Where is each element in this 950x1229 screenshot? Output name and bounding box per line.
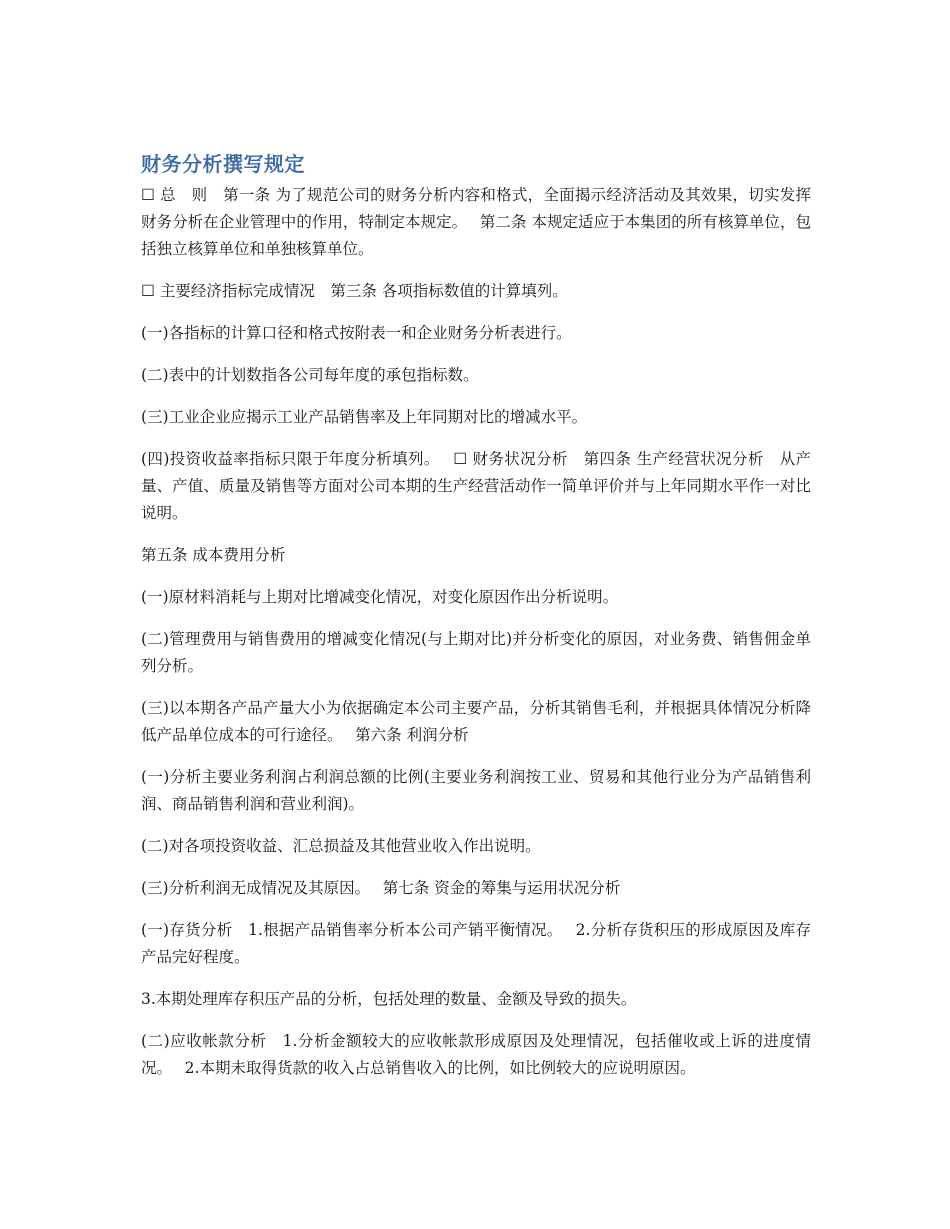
paragraph-item: (一)存货分析 1.根据产品销售率分析本公司产销平衡情况。 2.分析存货积压的形成原因及库存产品完好程度。 [141,921,811,966]
document-page [141,148,811,1097]
paragraph-general-provisions: ☐ 总 则 第一条 为了规范公司的财务分析内容和格式，全面揭示经济活动及其效果，切实发挥财务分析在企业管理中的作用，特制定本规定。 第二条 本规定适应于本集团的所有核算单位，包括独立核算单位和单独核算单位。 [141,186,811,258]
paragraph-item: (三)分析利润无成情况及其原因。 第七条 资金的筹集与运用状况分析 [141,879,621,897]
paragraph-item: (二)表中的计划数指各公司每年度的承包指标数。 [141,366,479,384]
paragraph-item: 3.本期处理库存积压产品的分析，包括处理的数量、金额及导致的损失。 [141,990,637,1008]
paragraph-item: (一)分析主要业务利润占利润总额的比例(主要业务利润按工业、贸易和其他行业分为产品销售利润、商品销售利润和营业利润)。 [141,768,811,813]
paragraph-financial-status: (四)投资收益率指标只限于年度分析填列。 ☐ 财务状况分析 第四条 生产经营状况分析 从产量、产值、质量及销售等方面对公司本期的生产经营活动作一简单评价并与上年同期水平作一对比说明。 [141,450,811,522]
paragraph-article-five: 第五条 成本费用分析 [141,546,286,564]
document-title: 财务分析撰写规定 [141,152,305,176]
paragraph-item: (二)管理费用与销售费用的增减变化情况(与上期对比)并分析变化的原因，对业务费、销售佣金单列分析。 [141,630,811,675]
paragraph-item: (二)应收帐款分析 1.分析金额较大的应收帐款形成原因及处理情况，包括催收或上诉的进度情况。 2.本期未取得货款的收入占总销售收入的比例，如比例较大的应说明原因。 [141,1032,811,1077]
paragraph-item: (三)以本期各产品产量大小为依据确定本公司主要产品，分析其销售毛利，并根据具体情况分析降低产品单位成本的可行途径。 第六条 利润分析 [141,699,811,744]
paragraph-item: (二)对各项投资收益、汇总损益及其他营业收入作出说明。 [141,837,541,855]
paragraph-item: (一)原材料消耗与上期对比增减变化情况，对变化原因作出分析说明。 [141,588,619,606]
paragraph-item: (一)各指标的计算口径和格式按附表一和企业财务分析表进行。 [141,324,572,342]
paragraph-item: (三)工业企业应揭示工业产品销售率及上年同期对比的增减水平。 [141,408,588,426]
paragraph-main-indicators: ☐ 主要经济指标完成情况 第三条 各项指标数值的计算填列。 [141,282,568,300]
